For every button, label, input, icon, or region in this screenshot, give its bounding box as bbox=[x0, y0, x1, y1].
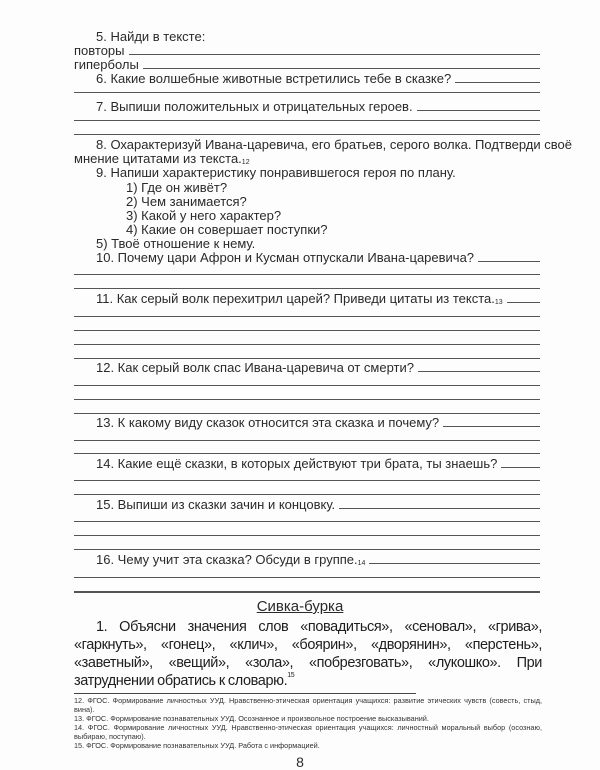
footnote-divider bbox=[74, 693, 416, 694]
label-repeats: повторы bbox=[74, 43, 125, 58]
footnote: 12. ФГОС. Формирование личностных УУД. Нравственно-этическая ориентация учащихся: развитие этических чувств (совесть, стыд, вина). bbox=[74, 696, 542, 714]
page-number: 8 bbox=[296, 754, 304, 770]
question-7 bbox=[74, 100, 540, 114]
plan-item-text: 2) Чем занимается? bbox=[126, 194, 247, 209]
answer-line[interactable] bbox=[74, 521, 540, 522]
answer-line[interactable] bbox=[74, 344, 540, 345]
question-text: 12. Как серый волк спас Ивана-царевича от смерти? bbox=[96, 360, 414, 375]
answer-line[interactable] bbox=[74, 274, 540, 275]
footnote: 15. ФГОС. Формирование познавательных УУД. Работа с информацией. bbox=[74, 741, 320, 750]
answer-line[interactable] bbox=[74, 134, 540, 135]
plan-item bbox=[74, 237, 540, 251]
answer-line[interactable] bbox=[74, 120, 540, 121]
answer-line[interactable] bbox=[74, 399, 540, 400]
section-title: Сивка-бурка bbox=[256, 598, 344, 615]
footnote: 14. ФГОС. Формирование личностных УУД. Нравственно-этическая ориентация учащихся: личностный моральный выбор (осознаю, выбираю, поступаю). bbox=[74, 723, 542, 741]
answer-line[interactable] bbox=[74, 535, 540, 536]
answer-line[interactable] bbox=[478, 261, 540, 262]
answer-line[interactable] bbox=[74, 480, 540, 481]
question-8 bbox=[74, 137, 572, 152]
task-text: 1. Объясни значения слов «повадиться», «сеновал», «грива», «гаркнуть», «гонец», «клич», «боярин», «дворянин», «перстень», «заветный», «вещий», «зола», «побрезговать», «лукошко». При затруднении обратись к словарю. bbox=[74, 619, 542, 689]
question-11 bbox=[74, 292, 540, 306]
answer-repeats[interactable] bbox=[74, 44, 540, 58]
question-16 bbox=[74, 553, 540, 567]
plan-item-text: 1) Где он живёт? bbox=[126, 180, 228, 195]
question-text: 5. Найди в тексте: bbox=[96, 29, 206, 44]
answer-line[interactable] bbox=[74, 549, 540, 550]
question-text: 13. К какому виду сказок относится эта сказка и почему? bbox=[96, 415, 440, 430]
footnotes bbox=[74, 696, 542, 750]
answer-line[interactable] bbox=[74, 385, 540, 386]
answer-line[interactable] bbox=[74, 316, 540, 317]
answer-line[interactable] bbox=[443, 426, 540, 427]
answer-line[interactable] bbox=[74, 358, 540, 359]
answer-line[interactable] bbox=[74, 577, 540, 578]
question-text: 6. Какие волшебные животные встретились тебе в сказке? bbox=[96, 71, 452, 86]
question-13 bbox=[74, 416, 540, 430]
answer-line[interactable] bbox=[74, 440, 540, 441]
answer-line[interactable] bbox=[507, 302, 540, 303]
question-text: 16. Чему учит эта сказка? Обсуди в группе. bbox=[96, 552, 358, 567]
question-text: 11. Как серый волк перехитрил царей? Приведи цитаты из текста. bbox=[96, 291, 495, 306]
answer-line[interactable] bbox=[143, 68, 540, 69]
question-15 bbox=[74, 498, 540, 512]
answer-line[interactable] bbox=[455, 82, 540, 83]
footnote: 13. ФГОС. Формирование познавательных УУД. Осознанное и произвольное построение высказываний. bbox=[74, 714, 429, 723]
question-9 bbox=[74, 166, 540, 180]
question-12 bbox=[74, 361, 540, 375]
footnote-ref[interactable]: 15 bbox=[287, 672, 295, 679]
question-5 bbox=[74, 30, 540, 44]
answer-line[interactable] bbox=[501, 467, 540, 468]
answer-line[interactable] bbox=[74, 413, 540, 414]
footnote-ref[interactable]: 12 bbox=[241, 159, 250, 166]
question-text: 9. Напиши характеристику понравившегося героя по плану. bbox=[96, 165, 456, 180]
footnote-ref[interactable]: 13 bbox=[494, 299, 503, 306]
question-text: мнение цитатами из текста. bbox=[74, 151, 242, 166]
question-text: 15. Выпиши из сказки зачин и концовку. bbox=[96, 497, 336, 512]
answer-line[interactable] bbox=[417, 110, 540, 111]
plan-item bbox=[74, 195, 540, 209]
answer-hyperboles[interactable] bbox=[74, 58, 540, 72]
question-text: 10. Почему цари Афрон и Кусман отпускали Ивана-царевича? bbox=[96, 250, 475, 265]
answer-line[interactable] bbox=[74, 453, 540, 454]
answer-line[interactable] bbox=[74, 330, 540, 331]
question-14 bbox=[74, 457, 540, 471]
bottom-section bbox=[74, 598, 542, 770]
answer-line[interactable] bbox=[74, 288, 540, 289]
plan-item-text: 3) Какой у него характер? bbox=[126, 208, 282, 223]
question-text: 14. Какие ещё сказки, в которых действуют три брата, ты знаешь? bbox=[96, 456, 498, 471]
section-task-1 bbox=[74, 618, 542, 690]
label-hyperboles: гиперболы bbox=[74, 57, 139, 72]
answer-line[interactable] bbox=[129, 54, 540, 55]
question-6 bbox=[74, 72, 540, 86]
plan-item bbox=[74, 223, 540, 237]
answer-line[interactable] bbox=[74, 591, 540, 593]
plan-item bbox=[74, 181, 540, 195]
answer-line[interactable] bbox=[418, 371, 540, 372]
footnote-ref[interactable]: 14 bbox=[357, 560, 366, 567]
plan-item bbox=[74, 209, 540, 223]
answer-line[interactable] bbox=[369, 563, 540, 564]
question-text: 7. Выпиши положительных и отрицательных героев. bbox=[96, 99, 413, 114]
plan-item-text: 4) Какие он совершает поступки? bbox=[126, 222, 328, 237]
answer-line[interactable] bbox=[74, 494, 540, 495]
question-text: 8. Охарактеризуй Ивана-царевича, его братьев, серого волка. Подтверди своё bbox=[96, 137, 572, 152]
question-10 bbox=[74, 251, 540, 265]
answer-line[interactable] bbox=[339, 508, 540, 509]
answer-line[interactable] bbox=[74, 92, 540, 93]
plan-item-text: 5) Твоё отношение к нему. bbox=[96, 236, 256, 251]
question-8-cont bbox=[74, 152, 540, 166]
